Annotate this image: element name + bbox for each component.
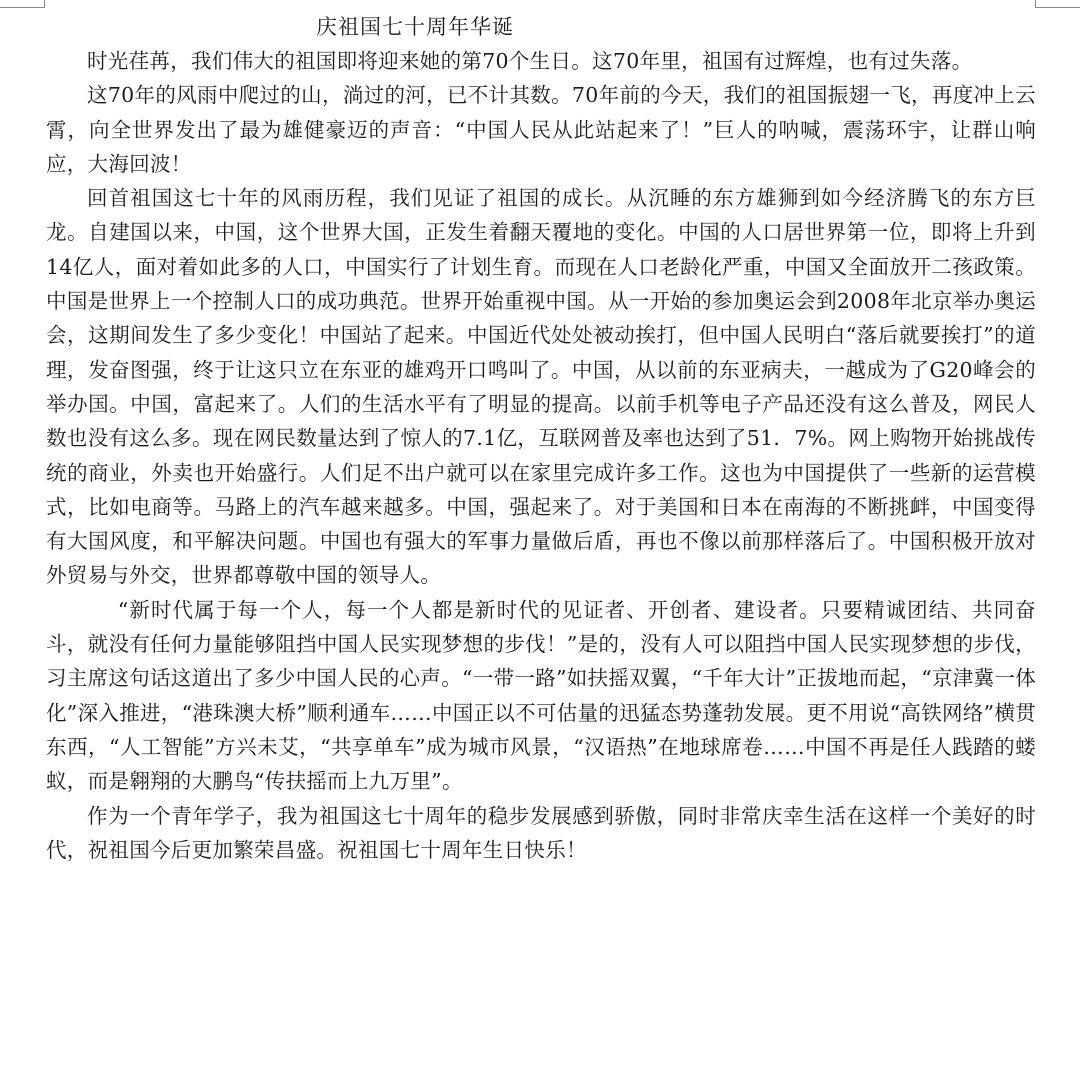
paragraph-history: 回首祖国这七十年的风雨历程，我们见证了祖国的成长。从沉睡的东方雄狮到如今经济腾飞的东方巨龙。自建国以来，中国，这个世界大国，正发生着翻天覆地的变化。中国的人口居世界第一位，即将上升到14亿人，面对着如此多的人口，中国实行了计划生育。而现在人口老龄化严重，中国又全面放开二孩政策。中国是世界上一个控制人口的成功典范。世界开始重视中国。从一开始的参加奥运会到2008年北京举办奥运会，这期间发生了多少变化！中国站了起来。中国近代处处被动挨打，但中国人民明白“落后就要挨打”的道理，发奋图强，终于让这只立在东亚的雄鸡开口鸣叫了。中国，从以前的东亚病夫，一越成为了G20峰会的举办国。中国，富起来了。人们的生活水平有了明显的提高。以前手机等电子产品还没有这么普及，网民人数也没有这么多。现在网民数量达到了惊人的7.1亿，互联网普及率也达到了51．7%。网上购物开始挑战传统的商业，外卖也开始盛行。人们足不出户就可以在家里完成许多工作。这也为中国提供了一些新的运营模式，比如电商等。马路上的汽车越来越多。中国，强起来了。对于美国和日本在南海的不断挑衅，中国变得有大国风度，和平解决问题。中国也有强大的军事力量做后盾，再也不像以前那样落后了。中国积极开放对外贸易与外交，世界都尊敬中国的领导人。 bbox=[46, 186, 1036, 588]
paragraph-seventy-years: 这70年的风雨中爬过的山，淌过的河，已不计其数。70年前的今天，我们的祖国振翅一飞，再度冲上云霄，向全世界发出了最为雄健豪迈的声音：“中国人民从此站起来了！”巨人的呐喊，震荡环宇，让群山响应，大海回波！ bbox=[46, 83, 1036, 176]
paragraph-new-era: “新时代属于每一个人，每一个人都是新时代的见证者、开创者、建设者。只要精诚团结、共同奋斗，就没有任何力量能够阻挡中国人民实现梦想的步伐！”是的，没有人可以阻挡中国人民实现梦想的步伐，习主席这句话这道出了多少中国人民的心声。“一带一路”如扶摇双翼，“千年大计”正拔地而起，“京津冀一体化”深入推进，“港珠澳大桥”顺利通车……中国正以不可估量的迅猛态势蓬勃发展。更不用说“高铁网络”横贯东西，“人工智能”方兴未艾，“共享单车”成为城市风景，“汉语热”在地球席卷……中国不再是任人践踏的蝼蚁，而是翱翔的大鹏鸟“传扶摇而上九万里”。 bbox=[46, 597, 1036, 794]
page-corner-mark-right bbox=[1035, 0, 1080, 8]
page-corner-mark-left bbox=[0, 0, 45, 8]
paragraph-conclusion: 作为一个青年学子，我为祖国这七十周年的稳步发展感到骄傲，同时非常庆幸生活在这样一个美好的时代，祝祖国今后更加繁荣昌盛。祝祖国七十周年生日快乐！ bbox=[46, 803, 1036, 862]
document-body bbox=[46, 10, 1036, 867]
paragraph-intro: 时光荏苒，我们伟大的祖国即将迎来她的第70个生日。这70年里，祖国有过辉煌，也有过失落。 bbox=[87, 49, 973, 73]
document-title: 庆祖国七十周年华诞 bbox=[316, 15, 514, 39]
